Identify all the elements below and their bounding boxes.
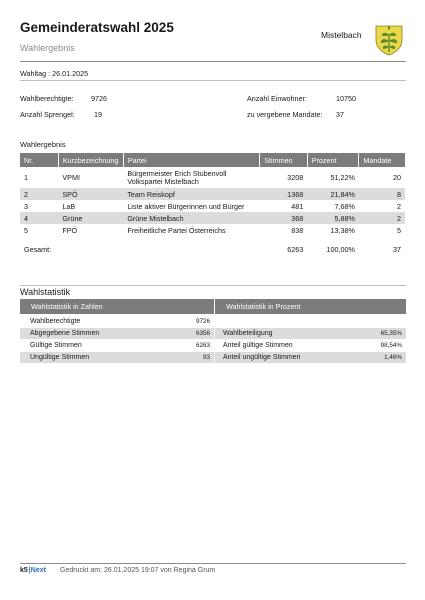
cell-seats: 2 bbox=[359, 212, 405, 224]
municipal-coat-of-arms-icon bbox=[374, 24, 404, 56]
stat-label: Wahlberechtigte bbox=[30, 318, 81, 325]
total-percent: 100,00% bbox=[326, 244, 355, 254]
col-party: Partei bbox=[123, 153, 259, 167]
stat-value: 9726 bbox=[195, 318, 210, 325]
col-percent: Prozent bbox=[307, 153, 359, 167]
stat-label: Gültige Stimmen bbox=[30, 342, 82, 349]
printed-info: Gedruckt am: 26.01.2025 19:07 von Regina Grum bbox=[60, 567, 216, 574]
cell-votes: 368 bbox=[260, 212, 307, 224]
statistics-percent-header: Wahlstatistik in Prozent bbox=[215, 299, 406, 314]
col-votes: Stimmen bbox=[260, 153, 307, 167]
cell-percent: 51,22% bbox=[330, 173, 355, 182]
col-short: Kurzbezeichnung bbox=[58, 153, 123, 167]
statistics-numbers-header: Wahlstatistik in Zahlen bbox=[20, 299, 214, 314]
stat-row bbox=[215, 352, 406, 363]
cell-party: Liste aktiver Bürgerinnen und Bürger bbox=[127, 201, 245, 211]
stat-label: Anteil gültige Stimmen bbox=[223, 342, 293, 349]
residents-value: 10750 bbox=[336, 94, 356, 103]
cell-seats: 8 bbox=[359, 188, 405, 200]
logo-k5-text: k5 bbox=[20, 567, 28, 574]
cell-percent: 7,68% bbox=[334, 201, 355, 211]
cell-short: VPMI bbox=[62, 173, 80, 182]
header-divider bbox=[20, 61, 406, 62]
stat-label: Anteil ungültige Stimmen bbox=[223, 354, 301, 361]
stat-label: Ungültige Stimmen bbox=[30, 354, 90, 361]
spacer-row bbox=[20, 236, 405, 243]
cell-short: Grüne bbox=[58, 212, 123, 224]
table-row bbox=[20, 167, 405, 188]
cell-short: SPÖ bbox=[58, 188, 123, 200]
table-row bbox=[20, 200, 405, 212]
stat-row bbox=[215, 328, 406, 339]
stat-value: 65,35% bbox=[380, 330, 402, 337]
cell-seats: 2 bbox=[397, 201, 401, 211]
election-day: Wahltag : 26.01.2025 bbox=[20, 69, 89, 78]
residents-label: Anzahl Einwohner: bbox=[247, 94, 307, 103]
cell-party: Grüne Mistelbach bbox=[123, 212, 259, 224]
cell-short: FPÖ bbox=[62, 225, 78, 235]
total-votes: 6263 bbox=[287, 244, 304, 254]
cell-percent: 21,84% bbox=[307, 188, 359, 200]
stat-value: 93 bbox=[202, 354, 210, 361]
total-row bbox=[20, 243, 405, 255]
cell-votes: 1368 bbox=[260, 188, 307, 200]
cell-nr: 5 bbox=[24, 225, 28, 235]
cell-nr: 1 bbox=[24, 173, 28, 182]
eligible-value: 9726 bbox=[91, 94, 107, 103]
page-title: Gemeinderatswahl 2025 bbox=[20, 20, 174, 35]
cell-votes: 481 bbox=[291, 201, 304, 211]
table-row bbox=[20, 188, 405, 200]
stat-label: Wahlbeteiligung bbox=[223, 330, 273, 337]
results-divider bbox=[20, 285, 406, 286]
seats-label: zu vergebene Mandate: bbox=[247, 110, 323, 119]
stat-value: 6263 bbox=[195, 342, 210, 349]
stat-row bbox=[20, 352, 214, 363]
cell-seats: 5 bbox=[397, 225, 401, 235]
cell-nr: 4 bbox=[20, 212, 58, 224]
table-row bbox=[20, 212, 405, 224]
cell-party: Team Reiskopf bbox=[123, 188, 259, 200]
stat-row bbox=[215, 340, 406, 351]
k5-logo: k5|Next bbox=[20, 567, 46, 574]
col-seats: Mandate bbox=[359, 153, 405, 167]
cell-party: Bürgermeister Erich Stubenvoll Volkspartei Mistelbach bbox=[127, 168, 227, 186]
stat-row bbox=[20, 340, 214, 351]
cell-nr: 2 bbox=[20, 188, 58, 200]
cell-short: LaB bbox=[62, 201, 76, 211]
stat-row bbox=[20, 328, 214, 339]
stat-value: 6356 bbox=[195, 330, 210, 337]
cell-party: Freiheitliche Partei Österreichs bbox=[127, 225, 226, 235]
statistics-title: Wahlstatistik bbox=[20, 287, 71, 297]
districts-label: Anzahl Sprengel: bbox=[20, 110, 75, 119]
page-subtitle: Wahlergebnis bbox=[20, 43, 75, 53]
municipality-name: Mistelbach bbox=[321, 30, 362, 40]
cell-seats: 20 bbox=[393, 173, 401, 182]
results-table bbox=[20, 153, 405, 255]
cell-nr: 3 bbox=[24, 201, 28, 211]
seats-value: 37 bbox=[336, 110, 344, 119]
cell-votes: 838 bbox=[291, 225, 304, 235]
stat-value: 98,54% bbox=[380, 342, 402, 349]
results-section-label: Wahlergebnis bbox=[20, 140, 66, 149]
results-header-row bbox=[20, 153, 405, 167]
stat-row bbox=[20, 316, 214, 327]
total-label: Gesamt: bbox=[24, 244, 52, 254]
cell-percent: 13,38% bbox=[330, 225, 355, 235]
cell-percent: 5,88% bbox=[307, 212, 359, 224]
districts-value: 19 bbox=[94, 110, 102, 119]
meta-divider bbox=[20, 80, 406, 81]
eligible-label: Wahlberechtigte: bbox=[20, 94, 74, 103]
cell-votes: 3208 bbox=[287, 173, 304, 182]
stat-label: Abgegebene Stimmen bbox=[30, 330, 100, 337]
logo-next-text: Next bbox=[30, 567, 46, 574]
footer-divider bbox=[20, 563, 406, 564]
total-seats: 37 bbox=[393, 244, 401, 254]
stat-value: 1,46% bbox=[384, 354, 402, 361]
col-nr: Nr. bbox=[20, 153, 58, 167]
table-row bbox=[20, 224, 405, 236]
